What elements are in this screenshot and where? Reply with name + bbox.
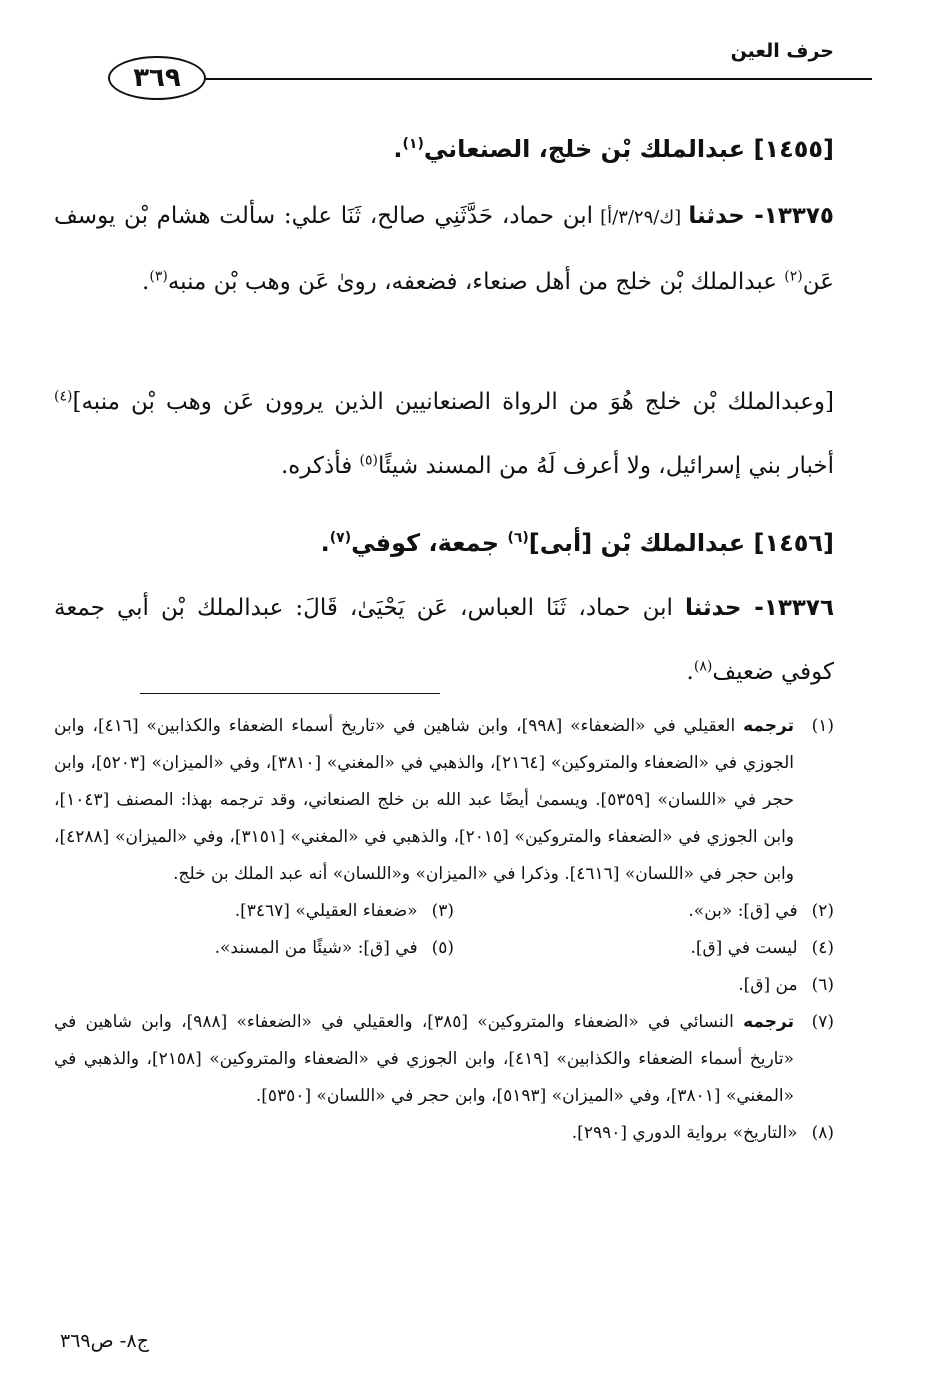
footnote-number: (٤)	[811, 938, 834, 958]
heading-period: .	[320, 529, 330, 557]
header-rule	[120, 78, 872, 80]
footnote-number: (٦)	[811, 975, 834, 995]
entry-heading-text: [١٤٥٦] عبدالملك بْن [أبى]	[528, 529, 834, 557]
hadith-number: ١٣٣٧٦-	[741, 595, 835, 621]
footnote-number: (٢)	[811, 901, 834, 921]
editor-comment	[54, 370, 834, 498]
entry-heading-1456	[54, 526, 834, 560]
hadith-text: ابن حماد، حَدَّثَنِي صالح، ثَنَا علي: سألت هشام بْن يوسف عَن	[54, 203, 834, 295]
footnote-ref-2: (٢)	[784, 268, 803, 285]
footnote-ref-5: (٥)	[359, 452, 378, 469]
footnote-text: «التاريخ» برواية الدوري [٢٩٩٠].	[571, 1123, 798, 1143]
volume-page-reference: ج٨- ص٣٦٩	[60, 1330, 149, 1352]
footnote-ref-4: (٤)	[54, 388, 73, 405]
footnote-text: في [ق]: «شيئًا من المسند».	[214, 938, 418, 958]
hadith-13376	[54, 576, 834, 704]
footnote-number: (٧)	[811, 1012, 834, 1032]
footnote-1	[54, 708, 834, 893]
entry-heading-1455	[54, 132, 834, 166]
footnote-text: النسائي في «الضعفاء والمتروكين» [٣٨٥]، والعقيلي في «الضعفاء» [٩٨٨]، وابن شاهين في «تاريخ أسماء الضعفاء والكذابين» [٤١٩]، وابن الجوزي في «الضعفاء والمتروكين» [٢١٥٨]، والذهبي في «المغني» [٣٨٠١]، وفي «الميزان» [٥١٩٣]، وابن حجر في «اللسان» [٥٣٥٠].	[54, 1012, 794, 1106]
footnote-4	[690, 930, 834, 967]
footnote-number: (٨)	[811, 1123, 834, 1143]
footnote-6	[738, 967, 834, 1004]
footnote-text: ليست في [ق].	[690, 938, 798, 958]
footnote-separator	[140, 693, 440, 694]
comment-text: [وعبدالملك بْن خلج هُوَ من الرواة الصنعانيين الذين يروون عَن وهب بْن منبه]	[72, 389, 834, 415]
footnote-text: العقيلي في «الضعفاء» [٩٩٨]، وابن شاهين في «تاريخ أسماء الضعفاء والكذابين» [٤١٦]، وابن الجوزي في «الضعفاء والمتروكين» [٢١٦٤]، والذهبي في «المغني» [٣٨١٠]، وفي «الميزان» [٥٢٠٣]، وابن حجر في «اللسان» [٥٣٥٩]. ويسمىٰ أيضًا عبد الله بن خلج الصنعاني، وقد ترجمه بهذا: المصنف [١٠٤٣]، وابن الجوزي في «الضعفاء والمتروكين» [٢٠١٥]، والذهبي في «المغني» [٣١٥١]، وفي «الميزان» [٤٢٨٨]، وابن حجر في «اللسان» [٤٦١٦]. وذكرا في «الميزان» و«اللسان» أنه عبد الملك بن خلج.	[54, 716, 795, 884]
footnote-text: من [ق].	[738, 975, 798, 995]
footnote-row-6	[54, 967, 834, 1004]
entry-heading-text: [١٤٥٥] عبدالملك بْن خلج، الصنعاني	[423, 135, 834, 163]
footnote-text: «ضعفاء العقيلي» [٣٤٦٧].	[234, 901, 418, 921]
running-head: حرف العين	[730, 40, 834, 62]
footnote-ref-3: (٣)	[149, 268, 168, 285]
footnote-lead: ترجمه	[743, 1012, 794, 1032]
footnote-3	[235, 893, 454, 930]
footnote-number: (١)	[811, 716, 834, 736]
page-number: ٣٦٩	[108, 56, 206, 100]
footnote-5	[215, 930, 454, 967]
hadith-number: ١٣٣٧٥-	[744, 203, 834, 229]
footnote-2	[688, 893, 834, 930]
footnotes	[54, 708, 834, 1152]
hadith-text: عبدالملك بْن خلج من أهل صنعاء، فضعفه، روىٰ عَن وهب بْن منبه	[167, 269, 785, 295]
haddathana-word: حدثنا	[684, 595, 742, 621]
hadith-period: .	[142, 269, 150, 295]
footnote-ref-8: (٨)	[693, 658, 713, 675]
hadith-period: .	[686, 659, 694, 685]
comment-text: أخبار بني إسرائيل، ولا أعرف لَهُ من المسند شيئًا	[377, 453, 834, 479]
comment-text: فأذكره.	[280, 453, 360, 479]
footnote-ref-7: (٧)	[329, 530, 352, 546]
footnote-number: (٣)	[431, 901, 454, 921]
footnote-text: في [ق]: «بن».	[688, 901, 798, 921]
footnote-row-2-3	[54, 893, 834, 930]
manuscript-ref: [ك/٣/٢٩/أ]	[593, 207, 689, 228]
footnote-number: (٥)	[431, 938, 454, 958]
footnote-row-8	[54, 1115, 834, 1152]
haddathana-word: حدثنا	[688, 203, 745, 229]
footnote-lead: ترجمه	[743, 716, 794, 736]
footnote-ref-1: (١)	[402, 136, 424, 152]
footnote-row-4-5	[54, 930, 834, 967]
hadith-13375	[54, 184, 834, 314]
footnote-7	[54, 1004, 834, 1115]
footnote-8	[572, 1115, 834, 1152]
hadith-text: ابن حماد، ثَنَا العباس، عَن يَحْيَىٰ، قَالَ: عبدالملك بْن أبي جمعة كوفي ضعيف	[54, 595, 834, 685]
entry-heading-text: جمعة، كوفي	[351, 529, 508, 557]
footnote-ref-6: (٦)	[507, 530, 529, 546]
heading-period: .	[393, 135, 403, 163]
